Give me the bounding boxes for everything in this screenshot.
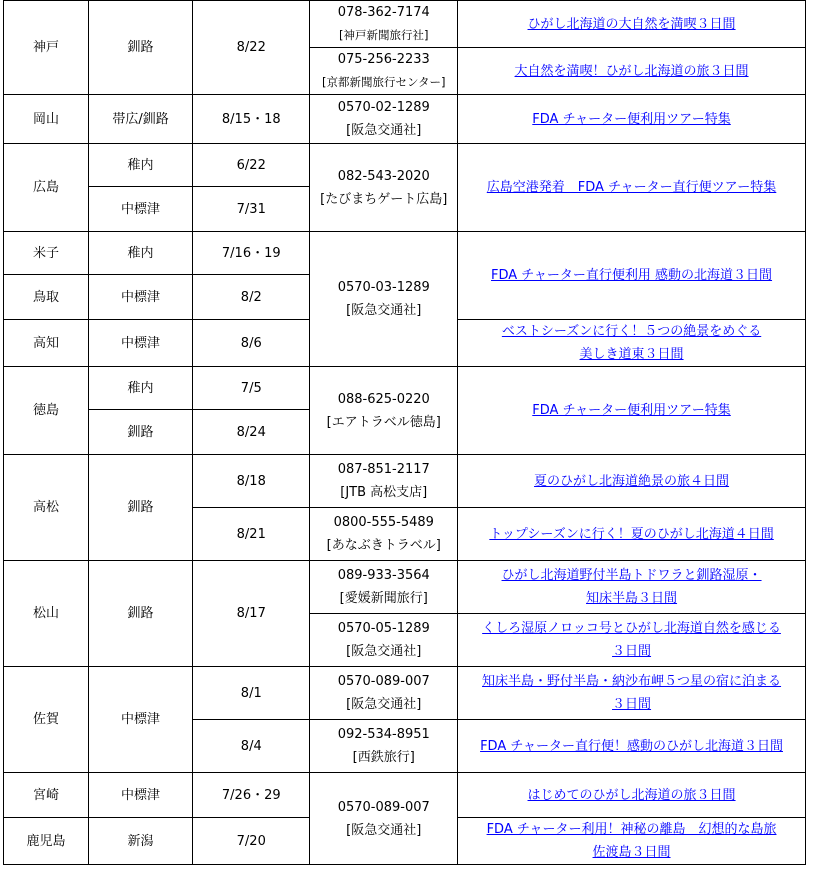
agency-name: [神戸新聞旅行社] — [339, 28, 429, 42]
phone-number: 0570-089-007 — [337, 799, 430, 815]
departure-date: 8/6 — [193, 320, 310, 367]
phone-number: 078-362-7174 — [337, 5, 430, 20]
table-row — [4, 667, 806, 720]
table-row — [4, 95, 806, 144]
destination: 稚内 — [88, 367, 192, 410]
agency-name: [西鉄旅行] — [352, 750, 415, 765]
agency-name: [阪急交通社] — [346, 697, 422, 712]
agency-name: [阪急交通社] — [346, 123, 422, 138]
destination: 新潟 — [88, 818, 192, 865]
departure-city: 高知 — [4, 320, 89, 367]
tour-cell — [458, 720, 806, 773]
tour-cell — [458, 95, 806, 144]
contact-cell — [310, 561, 458, 614]
tour-link[interactable]: トップシーズンに行く！夏のひがし北海道４日間 — [489, 526, 774, 542]
tour-link[interactable]: FDA チャーター便利用ツアー特集 — [532, 403, 731, 418]
phone-number: 089-933-3564 — [337, 568, 430, 583]
tour-link[interactable]: ベストシーズンに行く！５つの絶景をめぐる — [501, 324, 762, 339]
tour-cell — [458, 232, 806, 320]
phone-number: 0570-05-1289 — [337, 621, 430, 636]
destination: 釧路 — [88, 455, 192, 561]
agency-name: [阪急交通社] — [346, 303, 422, 318]
tour-link[interactable]: FDA チャーター便利用ツアー特集 — [532, 111, 731, 127]
tour-cell — [458, 367, 806, 455]
departure-date: 8/1 — [193, 667, 310, 720]
contact-cell — [310, 144, 458, 232]
departure-date: 7/16・19 — [193, 232, 310, 275]
table-row — [4, 561, 806, 614]
departure-date: 8/22 — [193, 1, 310, 95]
contact-cell — [310, 367, 458, 455]
departure-city: 岡山 — [4, 95, 89, 144]
destination: 中標津 — [88, 275, 192, 320]
departure-city: 神戸 — [4, 1, 89, 95]
tour-cell — [458, 48, 806, 95]
tour-cell — [458, 455, 806, 508]
table-row — [4, 367, 806, 410]
agency-name: [京都新聞旅行センター] — [321, 75, 446, 89]
tour-cell — [458, 667, 806, 720]
phone-number: 087-851-2117 — [337, 462, 430, 477]
tour-link[interactable]: 広島空港発着 FDA チャーター直行便ツアー特集 — [486, 180, 777, 195]
phone-number: 075-256-2233 — [337, 52, 430, 67]
agency-name: [エアトラベル徳島] — [326, 414, 441, 430]
destination: 釧路 — [88, 561, 192, 667]
contact-cell — [310, 773, 458, 865]
agency-name: [たびまちゲート広島] — [320, 191, 448, 207]
tour-link[interactable]: 大自然を満喫！ひがし北海道の旅３日間 — [514, 63, 749, 79]
destination: 中標津 — [88, 773, 192, 818]
tour-cell — [458, 508, 806, 561]
departure-city: 高松 — [4, 455, 89, 561]
phone-number: 0570-02-1289 — [337, 100, 430, 115]
phone-number: 088-625-0220 — [337, 391, 430, 407]
departure-date: 7/20 — [193, 818, 310, 865]
contact-cell — [310, 1, 458, 48]
phone-number: 0800-555-5489 — [333, 515, 434, 530]
tour-cell — [458, 818, 806, 865]
tour-link[interactable]: FDA チャーター利用！神秘の離島 幻想的な島旅 — [486, 822, 777, 837]
departure-date: 8/2 — [193, 275, 310, 320]
tour-link[interactable]: 佐渡島３日間 — [592, 845, 671, 860]
departure-date: 8/21 — [193, 508, 310, 561]
departure-date: 8/24 — [193, 410, 310, 455]
tour-cell — [458, 561, 806, 614]
destination: 稚内 — [88, 144, 192, 187]
tour-link[interactable]: FDA チャーター直行便利用 感動の北海道３日間 — [491, 268, 773, 283]
tour-link[interactable]: 夏のひがし北海道絶景の旅４日間 — [534, 473, 730, 489]
tour-cell — [458, 320, 806, 367]
tour-link[interactable]: はじめてのひがし北海道の旅３日間 — [527, 787, 736, 803]
contact-cell — [310, 508, 458, 561]
tour-cell — [458, 1, 806, 48]
contact-cell — [310, 720, 458, 773]
destination: 稚内 — [88, 232, 192, 275]
table-row — [4, 1, 806, 48]
table-row — [4, 773, 806, 818]
departure-city: 松山 — [4, 561, 89, 667]
tour-link[interactable]: ひがし北海道野付半島トドワラと釧路湿原・ — [501, 568, 762, 583]
table-row — [4, 144, 806, 187]
departure-date: 6/22 — [193, 144, 310, 187]
agency-name: [阪急交通社] — [346, 822, 422, 838]
table-row — [4, 232, 806, 275]
tour-link[interactable]: 知床半島・野付半島・納沙布岬５つ星の宿に泊まる — [482, 674, 782, 689]
table-row — [4, 455, 806, 508]
departure-city: 広島 — [4, 144, 89, 232]
agency-name: [阪急交通社] — [346, 644, 422, 659]
departure-date: 7/26・29 — [193, 773, 310, 818]
tour-cell — [458, 144, 806, 232]
departure-city: 鳥取 — [4, 275, 89, 320]
tour-link[interactable]: ３日間 — [612, 697, 652, 712]
phone-number: 092-534-8951 — [337, 727, 430, 742]
departure-city: 宮崎 — [4, 773, 89, 818]
phone-number: 0570-089-007 — [337, 674, 430, 689]
departure-date: 8/18 — [193, 455, 310, 508]
tour-link[interactable]: 美しき道東３日間 — [579, 347, 684, 362]
departure-city: 徳島 — [4, 367, 89, 455]
phone-number: 082-543-2020 — [337, 168, 430, 184]
destination: 中標津 — [88, 667, 192, 773]
agency-name: [JTB 高松支店] — [340, 485, 428, 500]
departure-date: 7/5 — [193, 367, 310, 410]
departure-date: 8/4 — [193, 720, 310, 773]
departure-date: 7/31 — [193, 187, 310, 232]
agency-name: [あなぶきトラベル] — [326, 538, 441, 553]
departure-city: 佐賀 — [4, 667, 89, 773]
destination: 釧路 — [88, 1, 192, 95]
tour-cell — [458, 614, 806, 667]
phone-number: 0570-03-1289 — [337, 280, 430, 295]
tour-link[interactable]: ３日間 — [612, 644, 652, 659]
departure-city: 米子 — [4, 232, 89, 275]
contact-cell — [310, 455, 458, 508]
destination: 中標津 — [88, 320, 192, 367]
tour-table — [3, 0, 806, 865]
tour-link[interactable]: くしろ湿原ノロッコ号とひがし北海道自然を感じる — [482, 621, 781, 636]
destination: 帯広/釧路 — [88, 95, 192, 144]
departure-city: 鹿児島 — [4, 818, 89, 865]
contact-cell — [310, 95, 458, 144]
contact-cell — [310, 614, 458, 667]
departure-date: 8/15・18 — [193, 95, 310, 144]
tour-link[interactable]: ひがし北海道の大自然を満喫３日間 — [527, 16, 736, 32]
contact-cell — [310, 48, 458, 95]
contact-cell — [310, 667, 458, 720]
destination: 中標津 — [88, 187, 192, 232]
contact-cell — [310, 232, 458, 367]
destination: 釧路 — [88, 410, 192, 455]
tour-cell — [458, 773, 806, 818]
tour-link[interactable]: 知床半島３日間 — [586, 591, 678, 606]
departure-date: 8/17 — [193, 561, 310, 667]
agency-name: [愛媛新聞旅行] — [339, 591, 428, 606]
tour-link[interactable]: FDA チャーター直行便！感動のひがし北海道３日間 — [480, 738, 783, 754]
